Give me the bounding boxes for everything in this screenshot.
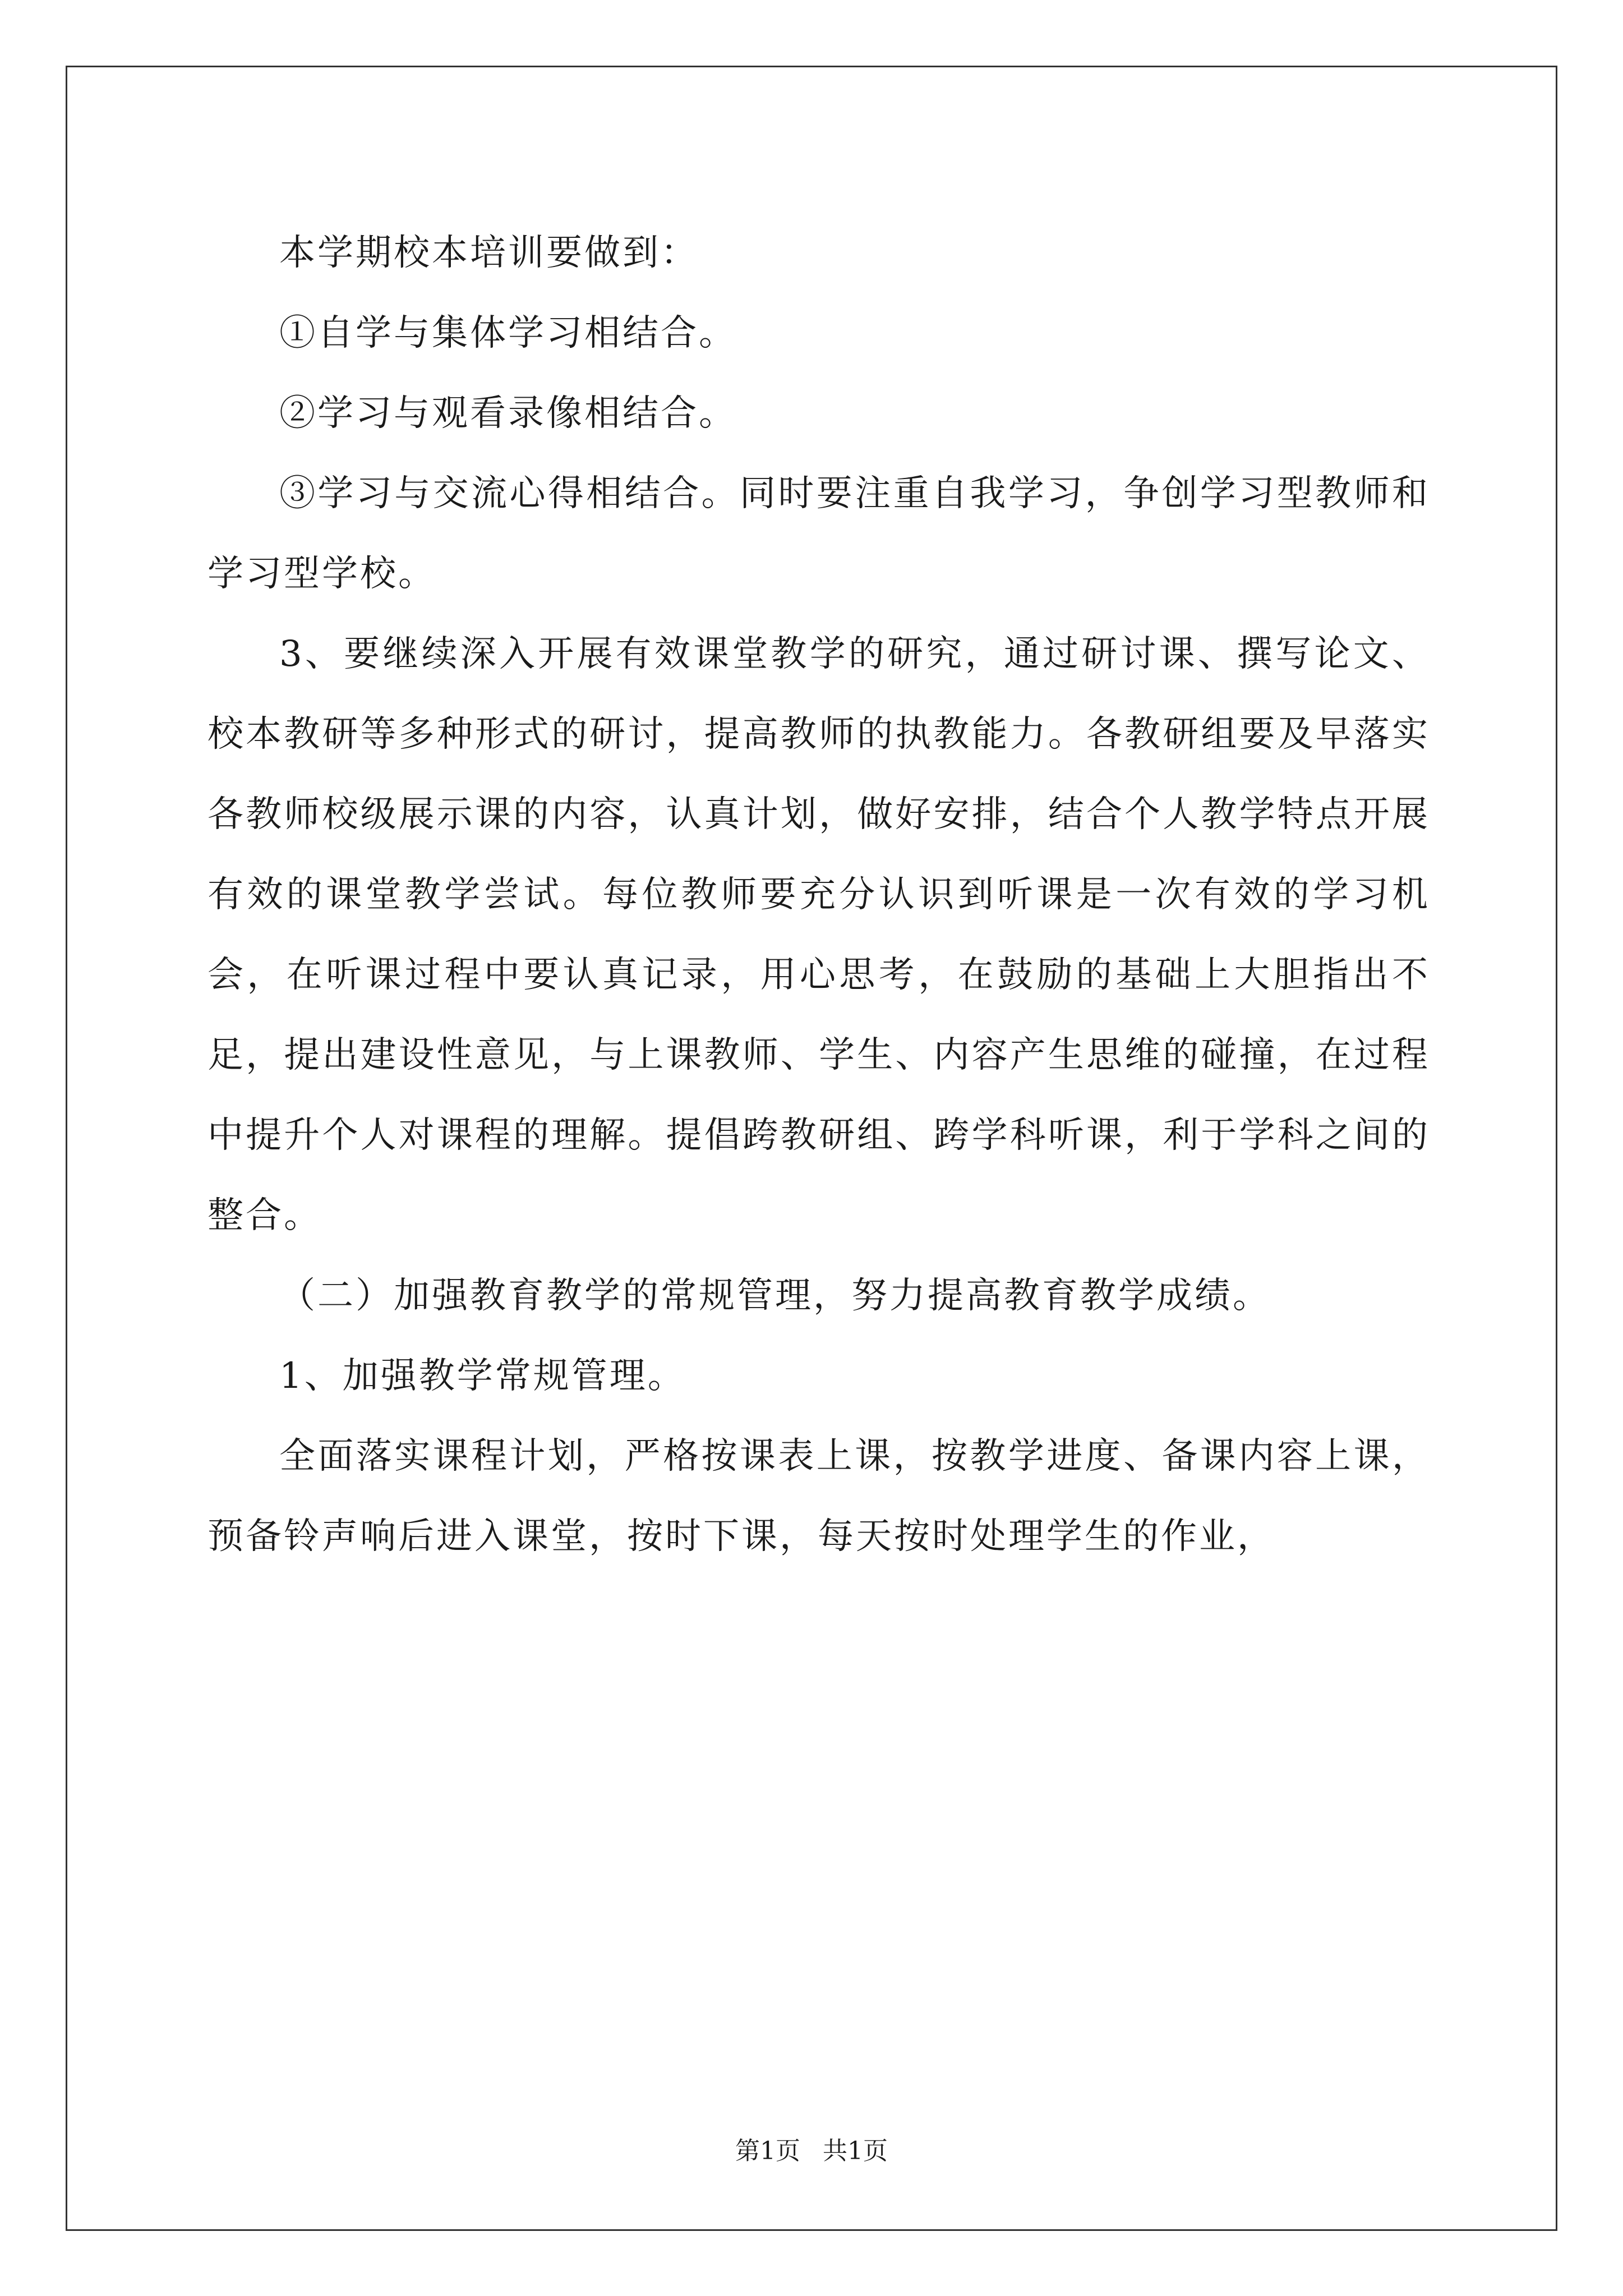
page-total: 共1页 <box>823 2137 888 2165</box>
page-number: 第1页 <box>735 2137 800 2165</box>
paragraph-subheading-1: 1、加强教学常规管理。 <box>279 1355 686 1397</box>
paragraph-item-3: ③学习与交流心得相结合。同时要注重自我学习，争创学习型教师和学习型学校。 <box>208 473 1430 595</box>
paragraph-curriculum: 全面落实课程计划，严格按课表上课，按教学进度、备课内容上课，预备铃声响后进入课堂，按时下课，每天按时处理学生的作业， <box>208 1435 1430 1557</box>
paragraph-item-2: ②学习与观看录像相结合。 <box>279 393 737 434</box>
paragraph-training-intro: 本学期校本培训要做到： <box>279 232 699 274</box>
paragraph-section-3: 3、要继续深入开展有效课堂教学的研究，通过研讨课、撰写论文、校本教研等多种形式的研讨，提高教师的执教能力。各教研组要及早落实各教师校级展示课的内容，认真计划，做好安排，结合个人教学特点开展有效的课堂教学尝试。每位教师要充分认识到听课是一次有效的学习机会，在听课过程中要认真记录，用心思考，在鼓励的基础上大胆指出不足，提出建设性意见，与上课教师、学生、内容产生思维的碰撞，在过程中提升个人对课程的理解。提倡跨教研组、跨学科听课，利于学科之间的整合。 <box>208 633 1430 1236</box>
paragraph-item-1: ①自学与集体学习相结合。 <box>279 312 737 354</box>
page-footer <box>0 2134 1623 2168</box>
document-body <box>208 213 1430 2008</box>
paragraph-heading-2: （二）加强教育教学的常规管理，努力提高教育教学成绩。 <box>279 1275 1271 1317</box>
